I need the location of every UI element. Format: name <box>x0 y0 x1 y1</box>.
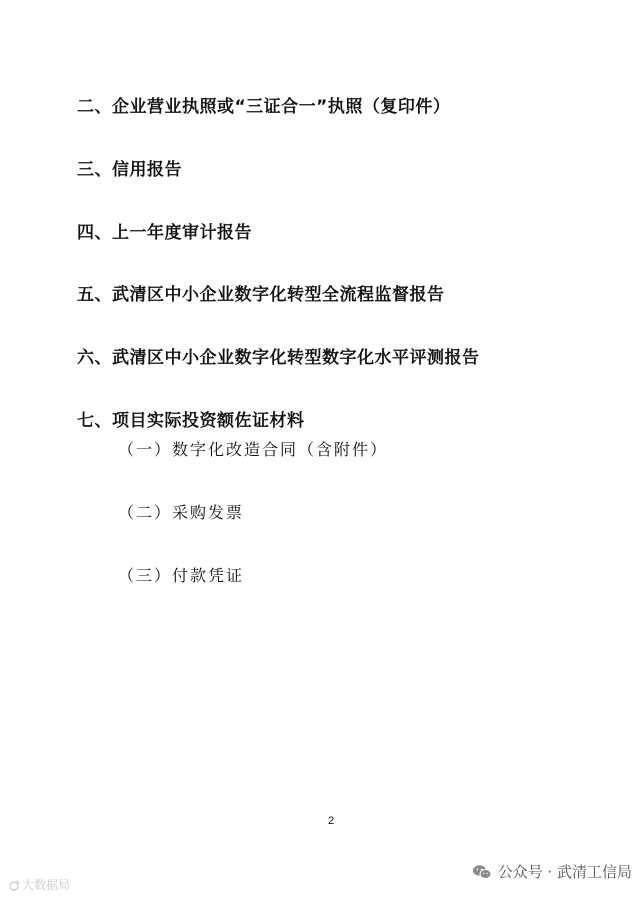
subitem-contract: （一）数字化改造合同（含附件） <box>118 440 389 459</box>
subitem-payment-voucher: （三）付款凭证 <box>118 566 245 585</box>
page-number: 2 <box>328 815 335 827</box>
item-5-supervision-report: 五、武清区中小企业数字化转型全流程监督报告 <box>77 285 445 305</box>
item-4-audit-report: 四、上一年度审计报告 <box>77 223 252 243</box>
subitem-invoice: （二）采购发票 <box>118 503 245 522</box>
item-3-credit-report: 三、信用报告 <box>77 160 182 180</box>
item-2-business-license: 二、企业营业执照或“三证合一”执照（复印件） <box>77 97 451 117</box>
item-6-evaluation-report: 六、武清区中小企业数字化转型数字化水平评测报告 <box>77 348 480 368</box>
sina-logo-icon <box>8 879 20 891</box>
wechat-watermark <box>472 861 632 882</box>
watermark-right-text: 公众号 · 武清工信局 <box>497 863 632 881</box>
watermark-left-text: 大数据局 <box>22 878 71 892</box>
watermark-left <box>8 876 70 893</box>
item-7-investment-proof: 七、项目实际投资额佐证材料 <box>77 411 305 431</box>
wechat-icon <box>472 864 492 880</box>
